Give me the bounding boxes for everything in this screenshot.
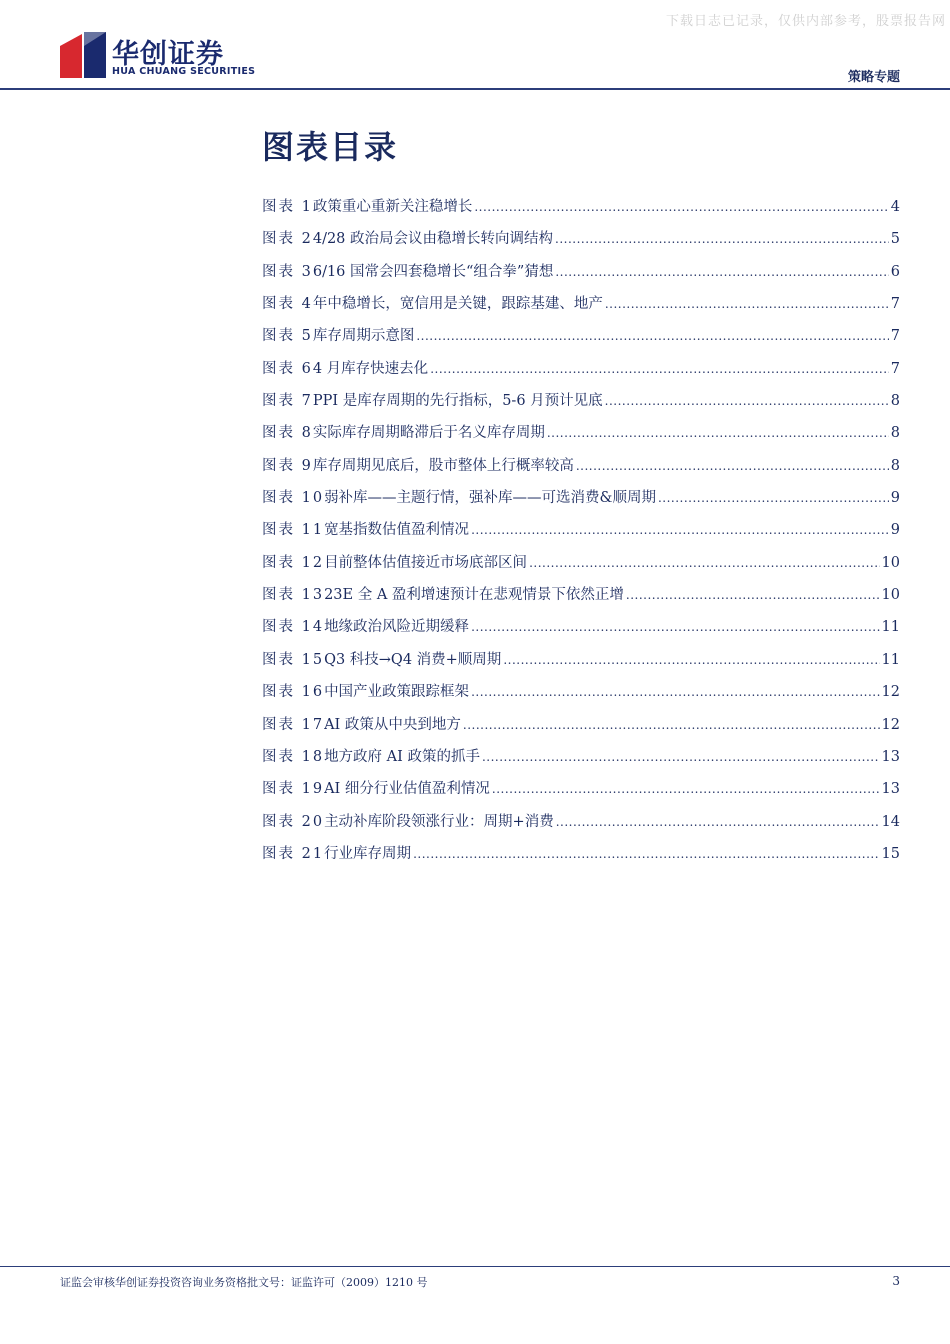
toc-item-page: 13	[881, 748, 900, 765]
toc-item-title: 行业库存周期	[324, 845, 412, 862]
toc-item[interactable]	[262, 680, 900, 712]
toc-item-title: 实际库存周期略滞后于名义库存周期	[312, 425, 545, 442]
toc-leader-dots	[471, 523, 889, 537]
toc-leader-dots	[605, 394, 889, 408]
toc-item-page: 7	[890, 328, 900, 345]
toc-leader-dots	[576, 459, 889, 473]
toc-item-title: 库存周期见底后，股市整体上行概率较高	[312, 457, 574, 474]
toc-item[interactable]	[262, 745, 900, 777]
toc-item-page: 8	[890, 393, 900, 410]
toc-item-label: 图表 12	[262, 554, 325, 571]
toc-leader-dots	[529, 556, 879, 570]
toc-item[interactable]	[262, 777, 900, 809]
toc-item-page: 7	[890, 360, 900, 377]
toc-item-label: 图表 18	[262, 748, 325, 765]
toc-item-page: 7	[890, 296, 900, 313]
toc-item-label: 图表 11	[262, 522, 325, 539]
toc-leader-dots	[503, 653, 879, 667]
toc-item-label: 图表 5	[262, 328, 313, 345]
toc-item-label: 图表 2	[262, 231, 313, 248]
toc-item-page: 11	[881, 619, 900, 636]
toc-item-title: 23E 全 A 盈利增速预计在悲观情景下依然正增	[324, 587, 624, 604]
logo-cn-text: 华创证券	[112, 39, 224, 70]
toc-item[interactable]	[262, 648, 900, 680]
toc-item-page: 9	[890, 522, 900, 539]
footer-divider	[0, 1266, 950, 1267]
toc-item-page: 8	[890, 457, 900, 474]
toc-item[interactable]	[262, 195, 900, 227]
toc-item[interactable]	[262, 421, 900, 453]
toc-item-title: 中国产业政策跟踪框架	[324, 684, 470, 701]
toc-item[interactable]	[262, 324, 900, 356]
toc-item-title: 地方政府 AI 政策的抓手	[324, 748, 480, 765]
toc-item-label: 图表 10	[262, 490, 325, 507]
toc-item-title: 4 月库存快速去化	[312, 360, 429, 377]
toc-item-label: 图表 17	[262, 716, 325, 733]
logo-en-text: HUA CHUANG SECURITIES	[112, 66, 256, 77]
header-divider	[0, 88, 950, 90]
toc-item[interactable]	[262, 810, 900, 842]
toc-item-title: 库存周期示意图	[312, 328, 415, 345]
logo-mark-icon	[60, 32, 106, 78]
toc-leader-dots	[547, 426, 889, 440]
toc-item-title: 目前整体估值接近市场底部区间	[324, 554, 528, 571]
toc-item-title: PPI 是库存周期的先行指标，5-6 月预计见底	[312, 393, 603, 410]
footer-license: 证监会审核华创证券投资咨询业务资格批文号：证监许可（2009）1210 号	[60, 1276, 428, 1289]
toc-item-label: 图表 16	[262, 684, 325, 701]
toc-item[interactable]	[262, 357, 900, 389]
toc-item[interactable]	[262, 486, 900, 518]
toc-item-label: 图表 6	[262, 360, 313, 377]
toc-item-label: 图表 1	[262, 199, 313, 215]
toc-leader-dots	[416, 329, 888, 343]
toc-item-page: 13	[881, 781, 900, 798]
toc-leader-dots	[471, 685, 879, 699]
toc-leader-dots	[626, 588, 880, 602]
toc-item-label: 图表 13	[262, 587, 325, 604]
toc-item-page: 10	[881, 587, 900, 604]
toc-item[interactable]	[262, 227, 900, 259]
toc-item[interactable]	[262, 518, 900, 550]
company-logo	[60, 32, 256, 80]
toc-leader-dots	[474, 200, 888, 214]
toc-item-title: 年中稳增长，宽信用是关键，跟踪基建、地产	[312, 296, 603, 313]
toc-leader-dots	[555, 232, 889, 246]
page-number: 3	[892, 1274, 900, 1288]
toc-item-title: 主动补库阶段领涨行业：周期+消费	[324, 813, 554, 830]
toc-item[interactable]	[262, 292, 900, 324]
toc-item-label: 图表 19	[262, 781, 325, 798]
toc-item-title: AI 政策从中央到地方	[324, 716, 461, 733]
toc-item[interactable]	[262, 551, 900, 583]
toc-item-label: 图表 20	[262, 813, 325, 830]
toc-item-title: AI 细分行业估值盈利情况	[324, 781, 490, 798]
toc-leader-dots	[492, 782, 880, 796]
toc-item-page: 10	[881, 554, 900, 571]
toc-leader-dots	[430, 362, 889, 376]
toc-leader-dots	[556, 815, 880, 829]
toc-item[interactable]	[262, 583, 900, 615]
toc-item-title: 宽基指数估值盈利情况	[324, 522, 470, 539]
toc-item-label: 图表 8	[262, 425, 313, 442]
toc-item[interactable]	[262, 615, 900, 647]
toc-leader-dots	[413, 847, 879, 861]
toc-leader-dots	[605, 297, 889, 311]
toc-item-page: 5	[890, 231, 900, 248]
toc-item[interactable]	[262, 713, 900, 745]
toc-leader-dots	[658, 491, 889, 505]
toc-item-label: 图表 15	[262, 651, 325, 668]
toc-item-page: 4	[890, 199, 900, 215]
toc-item[interactable]	[262, 454, 900, 486]
page-title: 图表目录	[262, 128, 399, 166]
toc-leader-dots	[482, 750, 880, 764]
figure-toc	[262, 195, 900, 874]
toc-item-page: 14	[881, 813, 900, 830]
toc-item-page: 12	[881, 684, 900, 701]
toc-item-page: 15	[881, 845, 900, 862]
toc-item-title: Q3 科技→Q4 消费+顺周期	[324, 651, 502, 668]
toc-item[interactable]	[262, 389, 900, 421]
toc-item-title: 6/16 国常会四套稳增长“组合拳”猜想	[312, 263, 554, 280]
toc-item-title: 政策重心重新关注稳增长	[312, 199, 473, 215]
toc-item-page: 12	[881, 716, 900, 733]
toc-item-title: 地缘政治风险近期缓释	[324, 619, 470, 636]
toc-item-label: 图表 4	[262, 296, 313, 313]
watermark: 下载日志已记录，仅供内部参考，股票报告网	[665, 14, 946, 29]
toc-item-page: 11	[881, 651, 900, 668]
toc-item-page: 8	[890, 425, 900, 442]
toc-leader-dots	[471, 620, 879, 634]
toc-item-page: 9	[890, 490, 900, 507]
report-type-tag: 策略专题	[847, 70, 900, 85]
toc-item-label: 图表 14	[262, 619, 325, 636]
toc-item-label: 图表 7	[262, 393, 313, 410]
toc-leader-dots	[463, 718, 880, 732]
toc-item-page: 6	[890, 263, 900, 280]
toc-item-title: 4/28 政治局会议由稳增长转向调结构	[312, 231, 554, 248]
toc-item-label: 图表 21	[262, 845, 325, 862]
toc-item[interactable]	[262, 260, 900, 292]
toc-item[interactable]	[262, 842, 900, 874]
toc-item-title: 弱补库——主题行情，强补库——可选消费&顺周期	[324, 490, 656, 507]
toc-item-label: 图表 9	[262, 457, 313, 474]
toc-item-label: 图表 3	[262, 263, 313, 280]
toc-leader-dots	[555, 265, 888, 279]
